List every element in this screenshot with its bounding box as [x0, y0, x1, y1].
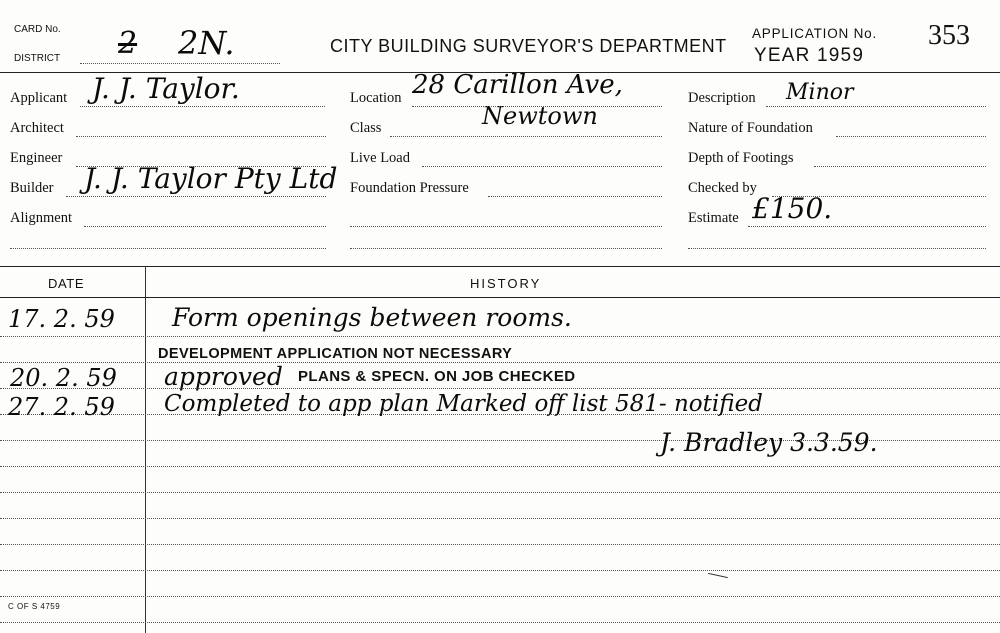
history-stamp: PLANS & SPECN. ON JOB CHECKED: [298, 368, 576, 385]
checked-by-label: Checked by: [688, 180, 757, 196]
year-label: YEAR 1959: [754, 45, 865, 66]
engineer-label: Engineer: [10, 150, 63, 166]
applicant-value: J. J. Taylor.: [92, 72, 240, 105]
builder-label: Builder: [10, 180, 54, 196]
location-value: 28 Carillon Ave,: [412, 70, 623, 100]
builder-value: J. J. Taylor Pty Ltd: [84, 162, 338, 195]
date-header: DATE: [48, 276, 85, 291]
pen-mark: [708, 573, 728, 578]
history-signature: J. Bradley 3.3.59.: [660, 428, 878, 457]
class-label: Class: [350, 120, 382, 136]
depth-of-footings-label: Depth of Footings: [688, 150, 794, 166]
applicant-label: Applicant: [10, 90, 68, 106]
nature-of-foundation-label: Nature of Foundation: [688, 120, 813, 136]
estimate-label: Estimate: [688, 210, 739, 226]
foundation-pressure-label: Foundation Pressure: [350, 180, 469, 196]
history-header: HISTORY: [470, 276, 542, 291]
application-label: APPLICATION No.: [752, 26, 878, 41]
description-label: Description: [688, 90, 756, 106]
location-value-2: Newtown: [482, 102, 598, 130]
date-column-divider: [145, 266, 146, 633]
struck-mark: 2: [118, 26, 138, 61]
history-stamp: DEVELOPMENT APPLICATION NOT NECESSARY: [158, 346, 513, 362]
alignment-label: Alignment: [10, 210, 73, 226]
district-line: [80, 63, 280, 64]
description-value: Minor: [786, 80, 854, 105]
history-date: 20. 2. 59: [10, 364, 117, 392]
card-no-value: 2N.: [178, 24, 235, 62]
history-text: Form openings between rooms.: [172, 303, 572, 332]
history-header-divider: [0, 297, 1000, 298]
history-text: approved: [164, 362, 283, 391]
architect-label: Architect: [10, 120, 64, 136]
department-title: CITY BUILDING SURVEYOR'S DEPARTMENT: [330, 36, 727, 56]
history-date: 17. 2. 59: [8, 305, 115, 333]
history-top-divider: [0, 266, 1000, 267]
form-code: C OF S 4759: [8, 602, 61, 611]
location-label: Location: [350, 90, 402, 106]
history-date: 27. 2. 59: [8, 393, 115, 421]
estimate-value: £150.: [752, 192, 833, 225]
live-load-label: Live Load: [350, 150, 410, 166]
history-text: Completed to app plan Marked off list 581- notified: [164, 391, 763, 417]
card-no-label: CARD No.: [14, 24, 61, 35]
application-number: 353: [928, 20, 970, 51]
district-label: DISTRICT: [14, 53, 61, 64]
